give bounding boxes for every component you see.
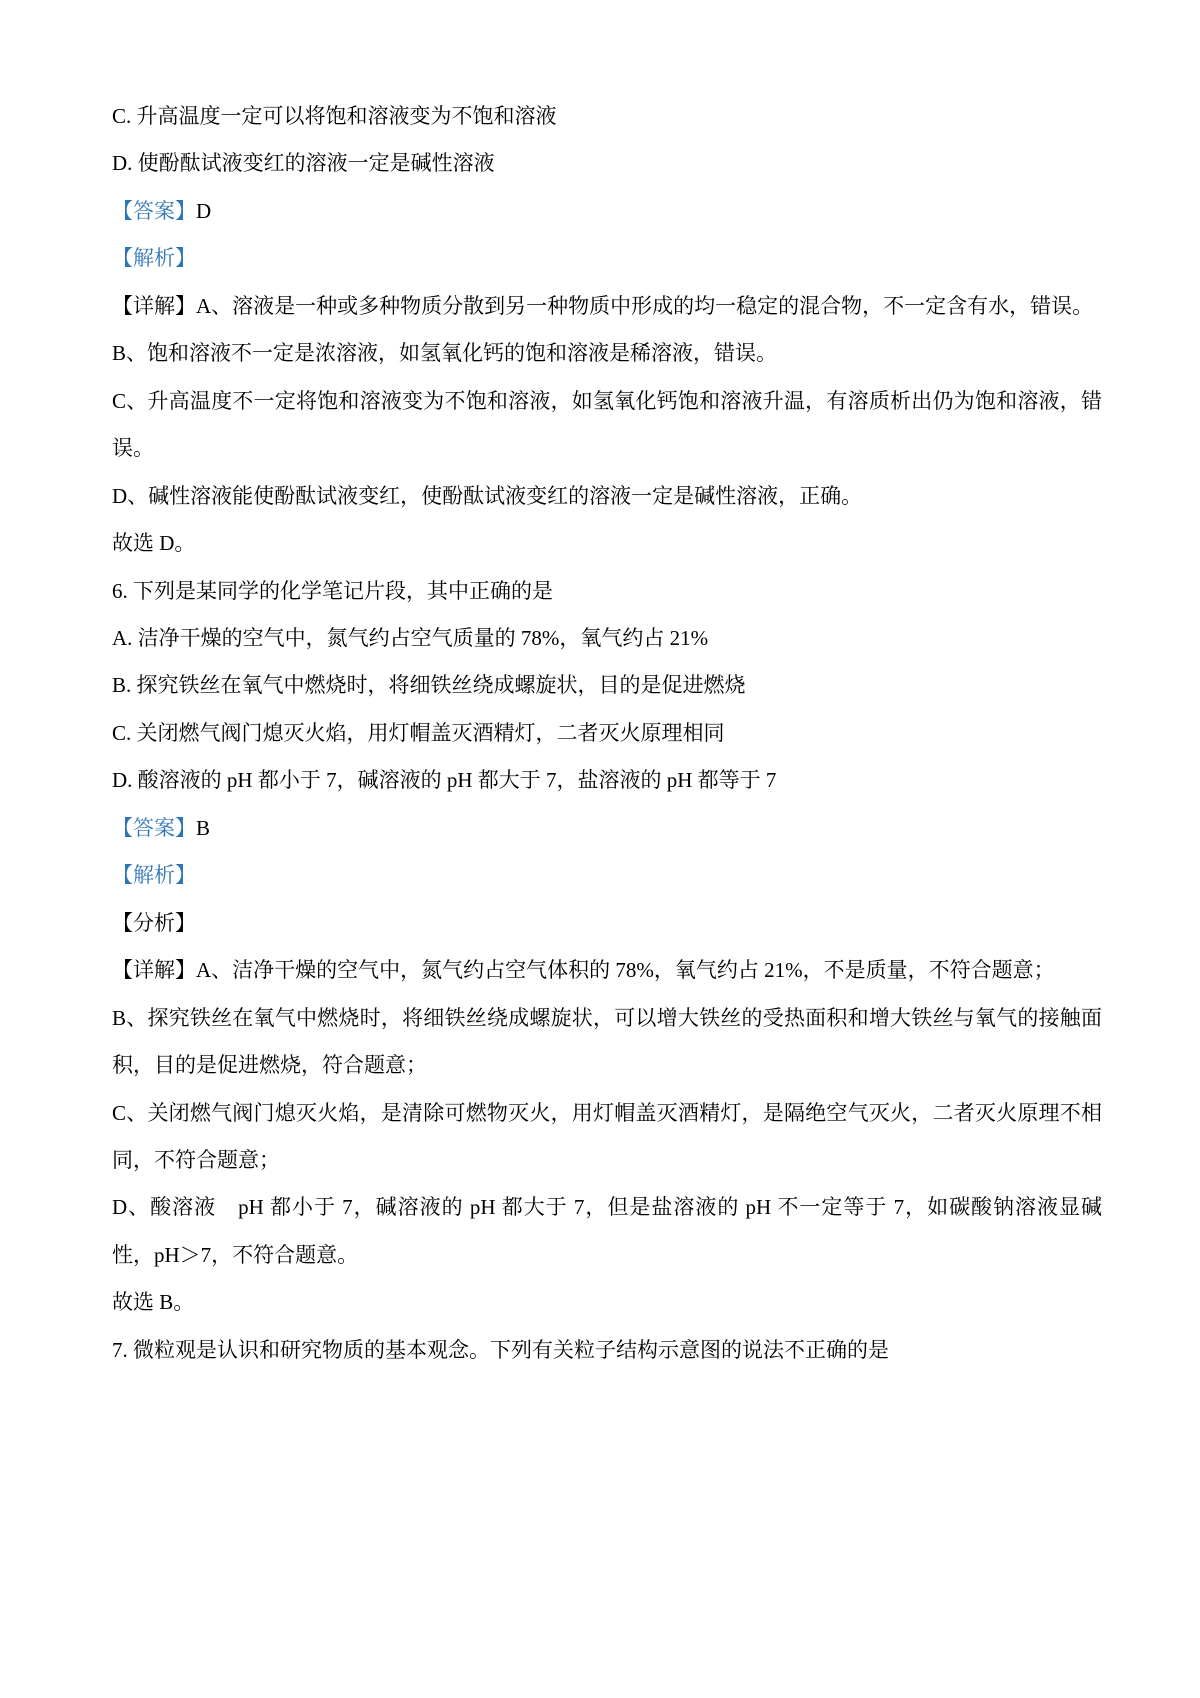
q5-option-d: D. 使酚酞试液变红的溶液一定是碱性溶液 <box>112 151 495 176</box>
q5-detail-b: B、饱和溶液不一定是浓溶液，如氢氧化钙的饱和溶液是稀溶液，错误。 <box>112 341 778 366</box>
q5-answer-label: 【答案】 <box>112 198 196 223</box>
q7-stem: 7. 微粒观是认识和研究物质的基本观念。下列有关粒子结构示意图的说法不正确的是 <box>112 1337 889 1362</box>
q6-detail-c-line2: 同，不符合题意； <box>112 1147 280 1172</box>
q6-answer-value: B <box>196 815 211 840</box>
q6-conclusion: 故选 B。 <box>112 1290 195 1315</box>
q5-detail-c-line1: C、升高温度不一定将饱和溶液变为不饱和溶液，如氢氧化钙饱和溶液升温，有溶质析出仍为饱和溶液，错 <box>112 388 1102 413</box>
q5-detail-a: 【详解】A、溶液是一种或多种物质分散到另一种物质中形成的均一稳定的混合物，不一定含有水，错误。 <box>112 293 1094 318</box>
q6-detail-a: 【详解】A、洁净干燥的空气中，氮气约占空气体积的 78%，氧气约占 21%，不是质量，不符合题意； <box>112 958 1055 983</box>
q6-option-a: A. 洁净干燥的空气中，氮气约占空气质量的 78%，氧气约占 21% <box>112 625 709 650</box>
q6-option-d: D. 酸溶液的 pH 都小于 7，碱溶液的 pH 都大于 7，盐溶液的 pH 都等于 7 <box>112 768 777 793</box>
q6-detail-b-line1: B、探究铁丝在氧气中燃烧时，将细铁丝绕成螺旋状，可以增大铁丝的受热面积和增大铁丝与氧气的接触面 <box>112 1005 1102 1030</box>
q6-breakdown-label: 【分析】 <box>112 910 196 935</box>
q5-analysis-label: 【解析】 <box>112 246 196 271</box>
q6-option-b: B. 探究铁丝在氧气中燃烧时，将细铁丝绕成螺旋状，目的是促进燃烧 <box>112 673 746 698</box>
q6-answer-label: 【答案】 <box>112 815 196 840</box>
page-text-block <box>112 93 1102 1374</box>
q5-conclusion: 故选 D。 <box>112 531 196 556</box>
q6-answer-line <box>112 805 1102 852</box>
q6-detail-b-line2: 积，目的是促进燃烧，符合题意； <box>112 1053 427 1078</box>
q5-option-c: C. 升高温度一定可以将饱和溶液变为不饱和溶液 <box>112 104 557 128</box>
q5-answer-value: D <box>196 198 212 223</box>
q6-option-c: C. 关闭燃气阀门熄灭火焰，用灯帽盖灭酒精灯，二者灭火原理相同 <box>112 720 725 745</box>
q6-detail-d-line2: 性，pH＞7，不符合题意。 <box>112 1242 359 1267</box>
q5-detail-c-line2: 误。 <box>112 436 154 461</box>
q5-answer-line <box>112 188 1102 235</box>
q6-analysis-label: 【解析】 <box>112 863 196 888</box>
q6-detail-d-line1: D、酸溶液 pH 都小于 7，碱溶液的 pH 都大于 7，但是盐溶液的 pH 不一定等于 7，如碳酸钠溶液显碱 <box>112 1195 1102 1220</box>
q5-detail-d: D、碱性溶液能使酚酞试液变红，使酚酞试液变红的溶液一定是碱性溶液，正确。 <box>112 483 863 508</box>
q6-stem: 6. 下列是某同学的化学笔记片段，其中正确的是 <box>112 578 553 603</box>
q6-detail-c-line1: C、关闭燃气阀门熄灭火焰，是清除可燃物灭火，用灯帽盖灭酒精灯，是隔绝空气灭火，二者灭火原理不相 <box>112 1100 1102 1125</box>
